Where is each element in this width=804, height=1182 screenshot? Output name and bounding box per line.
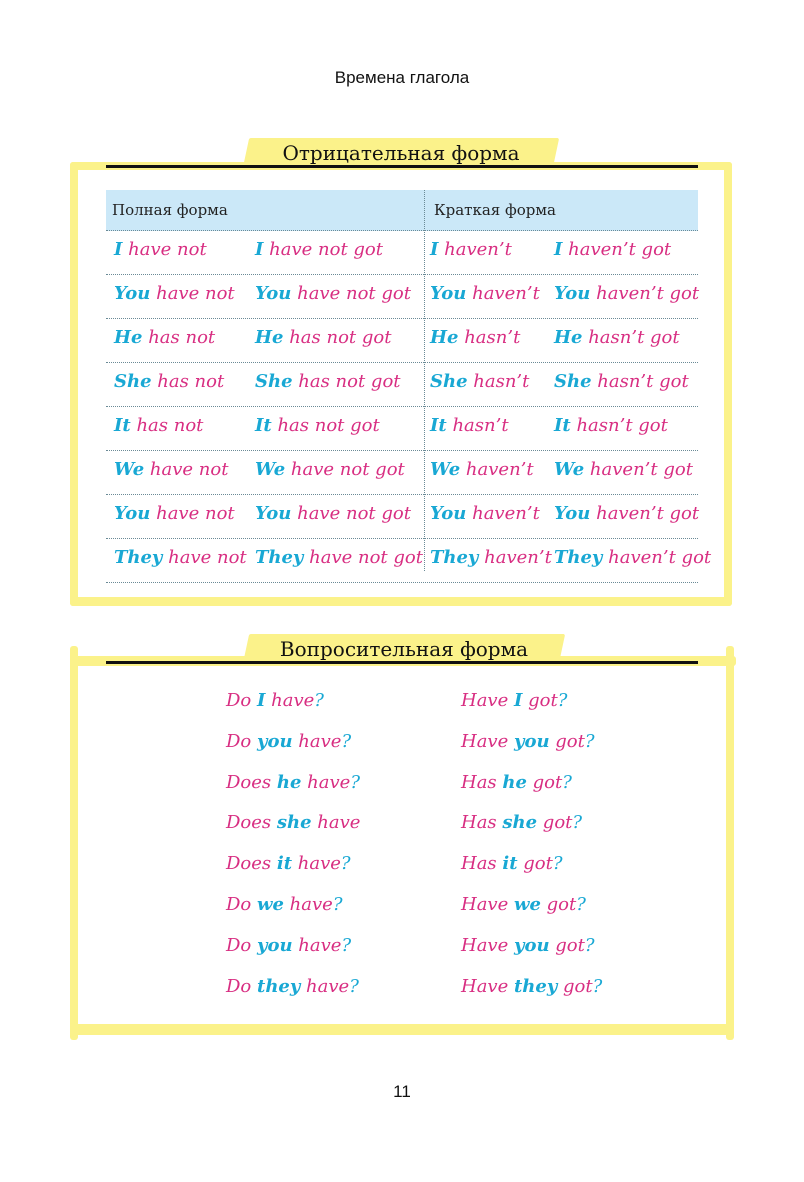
pronoun: We	[255, 459, 286, 480]
verb-phrase: has not got	[283, 327, 392, 348]
full-form-got-cell	[255, 547, 423, 568]
verb: have	[283, 894, 333, 915]
have-question	[226, 772, 360, 793]
verb-phrase: haven’t got	[590, 283, 700, 304]
pronoun: I	[430, 239, 439, 260]
verb: have	[265, 690, 315, 711]
verb-phrase: has not	[151, 371, 225, 392]
verb-phrase: has not	[142, 327, 216, 348]
verb: got	[549, 730, 585, 752]
pronoun: They	[114, 547, 163, 568]
verb-phrase: hasn’t	[446, 415, 509, 436]
question-form-title: Вопросительная форма	[279, 637, 529, 661]
short-form-got-cell	[554, 459, 693, 480]
pronoun: She	[430, 371, 468, 392]
auxiliary: Has	[461, 771, 503, 793]
table-row	[106, 363, 698, 407]
auxiliary: Have	[461, 894, 514, 915]
negative-form-title: Отрицательная форма	[282, 141, 520, 165]
pronoun: they	[257, 975, 301, 997]
verb-phrase: have not	[144, 459, 229, 480]
verb-phrase: haven’t got	[602, 547, 712, 568]
verb: have	[292, 730, 342, 752]
auxiliary: Do	[226, 934, 257, 956]
have-question	[226, 976, 359, 997]
full-form-got-cell	[255, 327, 391, 348]
have-question	[226, 853, 351, 874]
pronoun: I	[513, 690, 523, 711]
full-form-got-cell	[255, 371, 401, 392]
verb: got	[522, 690, 558, 711]
verb-phrase: hasn’t got	[570, 415, 668, 436]
verb-phrase: hasn’t	[467, 371, 530, 392]
have-got-question	[461, 894, 586, 915]
pronoun: She	[114, 371, 152, 392]
verb: got	[526, 771, 563, 793]
verb: have	[292, 853, 341, 875]
verb-phrase: has not got	[271, 415, 380, 436]
page-number: 11	[393, 1082, 411, 1101]
short-form-got-cell	[554, 327, 680, 348]
pronoun: we	[257, 894, 284, 915]
question-mark: ?	[332, 894, 343, 915]
short-form-got-cell	[554, 239, 671, 260]
full-form-cell	[114, 459, 228, 480]
verb: have	[301, 771, 351, 793]
table-row	[106, 407, 698, 451]
pronoun: I	[257, 690, 266, 711]
question-mark: ?	[584, 730, 595, 752]
pronoun: You	[430, 283, 467, 304]
pronoun: It	[114, 415, 131, 436]
verb-phrase: have not got	[291, 503, 411, 524]
pronoun: You	[554, 283, 591, 304]
full-form-got-cell	[255, 283, 411, 304]
table-row	[106, 275, 698, 319]
question-row	[0, 853, 600, 883]
full-form-got-cell	[255, 459, 405, 480]
pronoun: They	[554, 547, 603, 568]
pronoun: It	[430, 415, 447, 436]
short-form-cell	[430, 327, 520, 348]
pronoun: you	[257, 730, 293, 752]
auxiliary: Does	[226, 812, 277, 834]
pronoun: You	[255, 503, 292, 524]
full-form-got-cell	[255, 415, 380, 436]
question-mark: ?	[350, 771, 360, 793]
question-row	[0, 975, 603, 1006]
verb-phrase: hasn’t got	[591, 371, 689, 392]
verb: got	[537, 812, 573, 834]
full-form-cell	[114, 283, 235, 304]
pronoun: it	[502, 853, 518, 875]
verb-phrase: haven’t got	[562, 239, 672, 260]
have-got-question	[461, 935, 595, 956]
pronoun: he	[276, 771, 302, 793]
pronoun: You	[114, 283, 151, 304]
have-question	[226, 935, 351, 956]
question-mark: ?	[552, 853, 563, 875]
question-row	[0, 690, 600, 720]
short-form-cell	[430, 239, 512, 260]
auxiliary: Do	[226, 975, 257, 997]
verb-phrase: have not	[150, 503, 235, 524]
pronoun: She	[554, 371, 592, 392]
verb-phrase: have not got	[291, 283, 411, 304]
verb-phrase: haven’t	[460, 459, 534, 480]
question-mark: ?	[572, 812, 583, 834]
have-question	[226, 690, 324, 711]
pronoun: it	[276, 853, 293, 875]
verb-phrase: have not got	[263, 239, 383, 260]
table-row	[106, 319, 698, 363]
verb-phrase: haven’t	[478, 547, 552, 568]
pronoun: He	[114, 327, 143, 348]
short-form-got-cell	[554, 547, 711, 568]
full-form-cell	[114, 547, 247, 568]
pronoun: They	[430, 547, 479, 568]
verb-phrase: have not got	[285, 459, 405, 480]
verb-phrase: hasn’t	[458, 327, 521, 348]
pronoun: He	[430, 327, 459, 348]
verb: got	[549, 934, 585, 956]
auxiliary: Has	[461, 812, 503, 834]
pronoun: He	[554, 327, 583, 348]
short-form-cell	[430, 283, 540, 304]
verb-phrase: haven’t	[466, 283, 540, 304]
column-divider	[424, 190, 425, 571]
auxiliary: Have	[461, 934, 514, 956]
pronoun: she	[276, 812, 312, 834]
short-form-cell	[430, 547, 552, 568]
pronoun: They	[255, 547, 304, 568]
short-form-cell	[430, 371, 529, 392]
short-form-got-cell	[554, 283, 699, 304]
full-form-got-cell	[255, 503, 411, 524]
verb-phrase: haven’t	[438, 239, 512, 260]
pronoun: they	[513, 975, 558, 997]
verb: have	[311, 812, 361, 834]
auxiliary: Has	[461, 853, 503, 875]
table-row	[106, 495, 698, 539]
question-mark: ?	[341, 934, 352, 956]
question-mark: ?	[592, 975, 603, 997]
have-question	[226, 731, 351, 752]
auxiliary: Do	[226, 690, 257, 711]
question-mark: ?	[340, 853, 351, 875]
verb-phrase: have not got	[303, 547, 423, 568]
question-row	[0, 935, 600, 965]
auxiliary: Do	[226, 730, 257, 752]
full-form-got-cell	[255, 239, 383, 260]
short-form-header: Краткая форма	[434, 201, 556, 219]
table-row	[106, 451, 698, 495]
have-got-question	[461, 812, 582, 833]
auxiliary: Have	[461, 730, 514, 752]
pronoun: we	[513, 894, 541, 915]
have-got-question	[461, 731, 595, 752]
have-got-question	[461, 853, 563, 874]
auxiliary: Do	[226, 894, 257, 915]
short-form-cell	[430, 503, 540, 524]
have-got-question	[461, 976, 602, 997]
question-mark: ?	[349, 975, 359, 997]
full-form-header: Полная форма	[112, 201, 228, 219]
short-form-got-cell	[554, 371, 689, 392]
question-mark: ?	[557, 690, 568, 711]
verb: have	[300, 975, 350, 997]
verb-phrase: haven’t	[466, 503, 540, 524]
short-form-got-cell	[554, 503, 699, 524]
full-form-cell	[114, 327, 215, 348]
pronoun: you	[257, 934, 293, 956]
question-mark: ?	[562, 771, 572, 793]
verb: got	[557, 975, 593, 997]
verb-phrase: have not	[162, 547, 247, 568]
pronoun: I	[255, 239, 264, 260]
verb: got	[517, 853, 553, 875]
short-form-cell	[430, 415, 509, 436]
pronoun: you	[513, 730, 550, 752]
pronoun: he	[502, 771, 527, 793]
short-form-cell	[430, 459, 534, 480]
verb: got	[540, 894, 577, 915]
have-question	[226, 894, 342, 915]
verb-phrase: hasn’t got	[582, 327, 680, 348]
have-got-question	[461, 772, 572, 793]
verb-phrase: haven’t got	[590, 503, 700, 524]
have-got-question	[461, 690, 567, 711]
question-mark: ?	[341, 730, 352, 752]
verb-phrase: has not	[130, 415, 204, 436]
pronoun: He	[255, 327, 284, 348]
full-form-cell	[114, 239, 207, 260]
full-form-cell	[114, 415, 203, 436]
verb-phrase: have not	[150, 283, 235, 304]
full-form-cell	[114, 503, 235, 524]
question-row	[0, 731, 600, 761]
question-mark: ?	[584, 934, 595, 956]
pronoun: She	[255, 371, 293, 392]
pronoun: We	[114, 459, 145, 480]
pronoun: You	[430, 503, 467, 524]
pronoun: You	[114, 503, 151, 524]
verb-phrase: haven’t got	[584, 459, 693, 480]
page-header-title: Времена глагола	[334, 68, 470, 87]
verb-phrase: have not	[122, 239, 207, 260]
verb: have	[292, 934, 342, 956]
pronoun: It	[554, 415, 571, 436]
short-form-got-cell	[554, 415, 668, 436]
pronoun: you	[513, 934, 550, 956]
auxiliary: Have	[461, 975, 514, 997]
question-mark: ?	[314, 690, 324, 711]
pronoun: We	[554, 459, 585, 480]
negative-form-table	[106, 190, 712, 583]
table-header	[106, 190, 698, 231]
full-form-cell	[114, 371, 224, 392]
verb-phrase: has not got	[292, 371, 401, 392]
pronoun: You	[554, 503, 591, 524]
auxiliary: Does	[226, 771, 277, 793]
pronoun: It	[255, 415, 272, 436]
question-row	[0, 894, 600, 924]
question-row	[0, 772, 600, 802]
auxiliary: Have	[461, 690, 514, 711]
have-question	[226, 812, 360, 833]
table-row	[106, 231, 698, 275]
pronoun: We	[430, 459, 461, 480]
auxiliary: Does	[226, 853, 277, 875]
pronoun: I	[554, 239, 563, 260]
question-row	[0, 812, 600, 842]
question-mark: ?	[576, 894, 586, 915]
pronoun: You	[255, 283, 292, 304]
pronoun: she	[502, 812, 538, 834]
table-row	[106, 539, 712, 583]
pronoun: I	[114, 239, 123, 260]
